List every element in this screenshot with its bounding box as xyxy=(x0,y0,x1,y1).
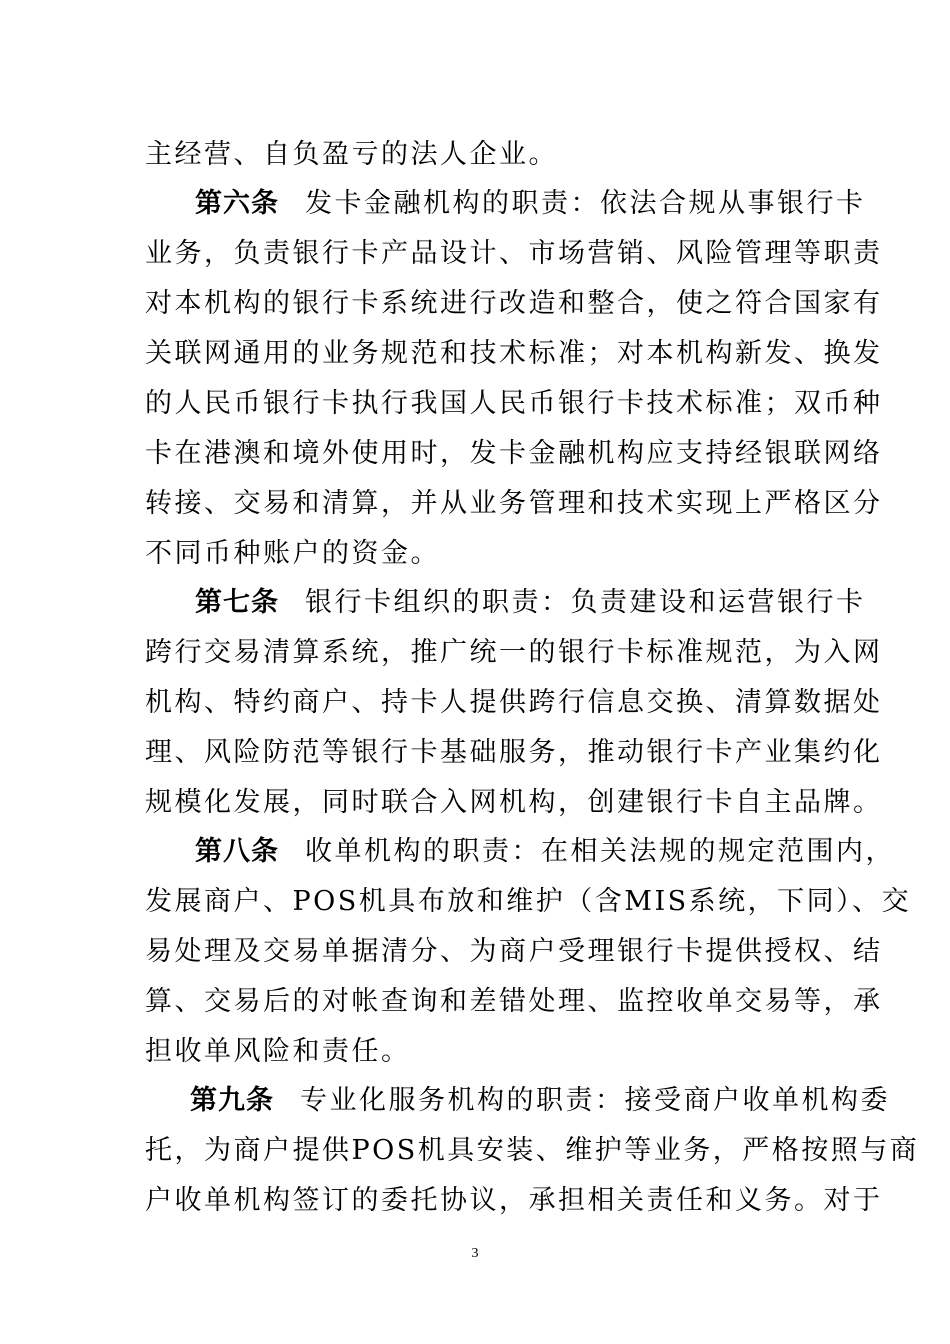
article-8-heading: 第八条 xyxy=(195,836,279,867)
text-line: 对本机构的银行卡系统进行改造和整合，使之符合国家有 xyxy=(145,288,883,319)
text-line: 的人民币银行卡执行我国人民币银行卡技术标准；双币种 xyxy=(145,388,883,419)
text-line: 收单机构的职责：在相关法规的规定范围内， xyxy=(305,836,895,867)
text-line: 规模化发展，同时联合入网机构，创建银行卡自主品牌。 xyxy=(145,787,883,818)
text-line: 算、交易后的对帐查询和差错处理、监控收单交易等，承 xyxy=(145,986,883,1017)
article-9-first-line xyxy=(190,1083,890,1119)
text-line: 托，为商户提供POS机具安装、维护等业务，严格按照与商 xyxy=(145,1135,920,1166)
article-6-heading: 第六条 xyxy=(195,188,279,219)
text-line: 易处理及交易单据清分、为商户受理银行卡提供授权、结 xyxy=(145,936,883,967)
text-line: 机构、特约商户、持卡人提供跨行信息交换、清算数据处 xyxy=(145,687,883,718)
article-7-heading: 第七条 xyxy=(195,587,279,618)
text-line: 担收单风险和责任。 xyxy=(145,1036,411,1067)
text-line: 户收单机构签订的委托协议，承担相关责任和义务。对于 xyxy=(145,1185,883,1216)
text-line: 业务，负责银行卡产品设计、市场营销、风险管理等职责 xyxy=(145,238,883,269)
text-line: 理、风险防范等银行卡基础服务，推动银行卡产业集约化 xyxy=(145,737,883,768)
article-9-heading: 第九条 xyxy=(190,1085,274,1116)
text-line: 专业化服务机构的职责：接受商户收单机构委 xyxy=(300,1085,890,1116)
article-6-first-line xyxy=(195,186,866,222)
text-line: 银行卡组织的职责：负责建设和运营银行卡 xyxy=(305,587,866,618)
text-line: 主经营、自负盈亏的法人企业。 xyxy=(145,139,558,170)
article-8-first-line xyxy=(195,834,895,870)
article-7-first-line xyxy=(195,585,866,621)
text-line: 关联网通用的业务规范和技术标准；对本机构新发、换发 xyxy=(145,338,883,369)
text-line: 卡在港澳和境外使用时，发卡金融机构应支持经银联网络 xyxy=(145,438,883,469)
text-line: 不同币种账户的资金。 xyxy=(145,538,440,569)
text-line: 跨行交易清算系统，推广统一的银行卡标准规范，为入网 xyxy=(145,637,883,668)
text-line: 转接、交易和清算，并从业务管理和技术实现上严格区分 xyxy=(145,488,883,519)
text-line: 发卡金融机构的职责：依法合规从事银行卡 xyxy=(305,188,866,219)
text-line: 发展商户、POS机具布放和维护（含MIS系统，下同）、交 xyxy=(145,886,912,917)
page-number: 3 xyxy=(471,1246,479,1261)
